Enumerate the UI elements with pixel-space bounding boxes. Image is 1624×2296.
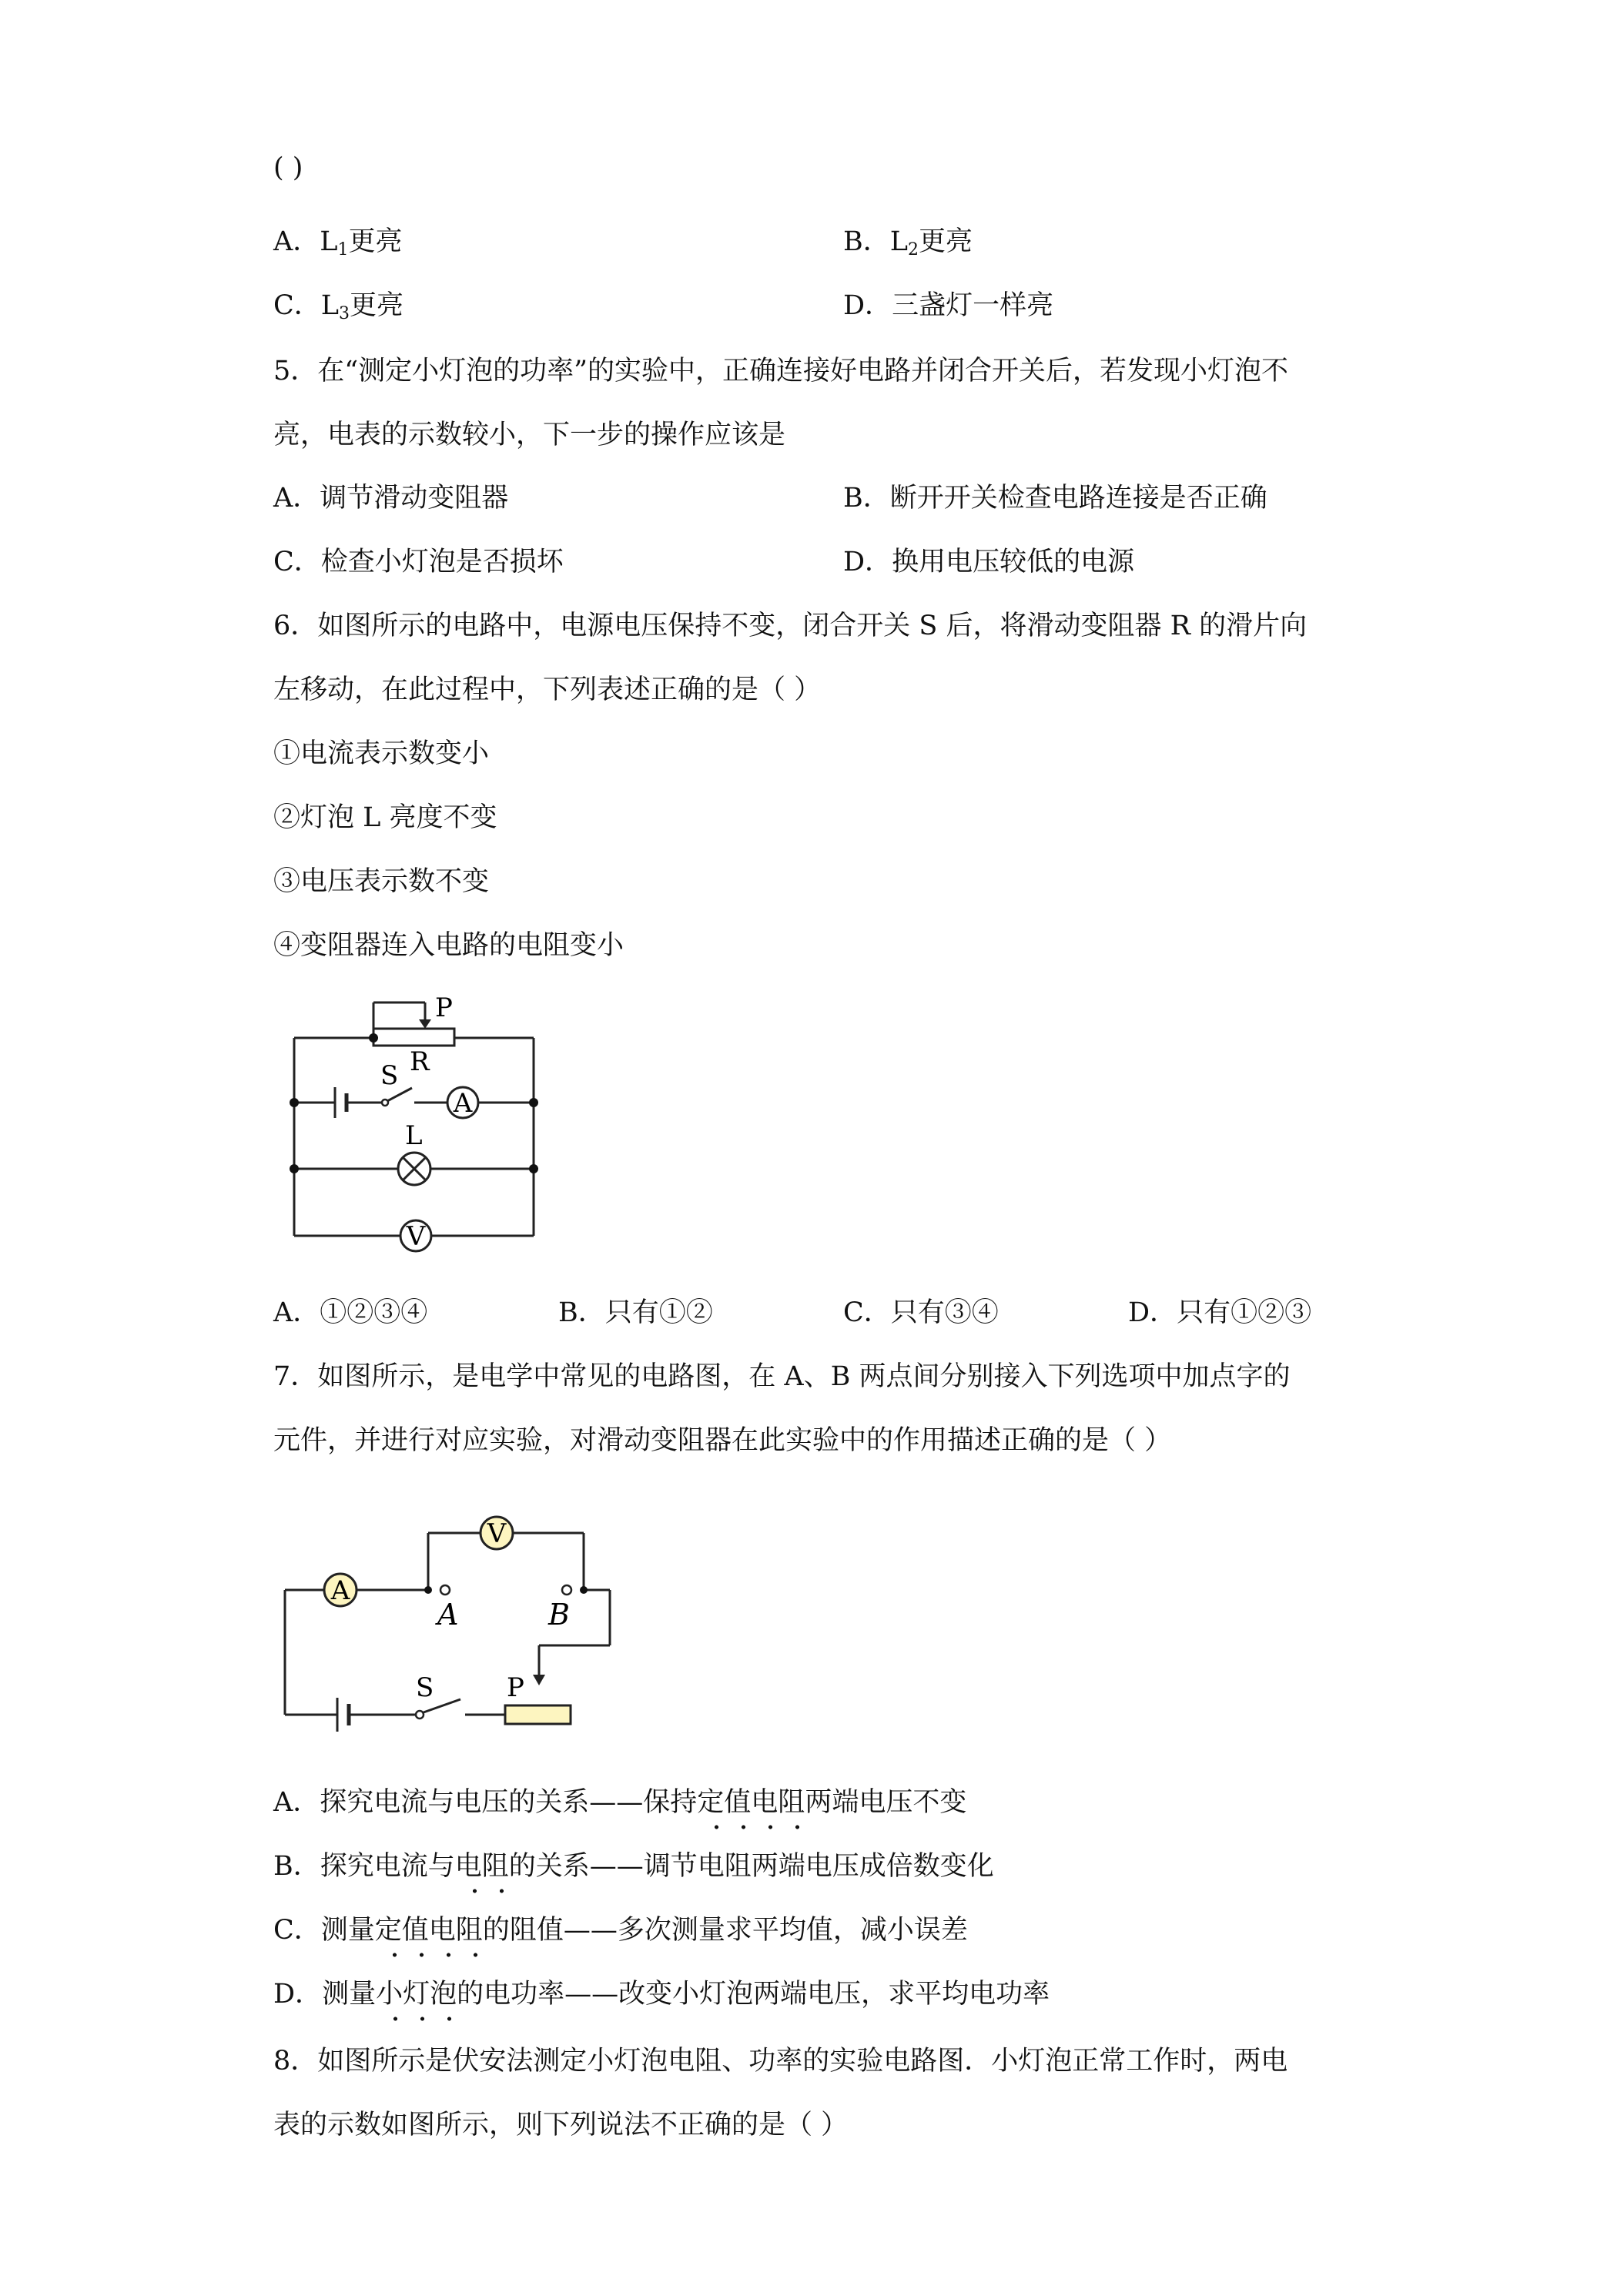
q6-stem-line2: 左移动，在此过程中，下列表述正确的是（ ） — [273, 674, 822, 705]
q7-circuit-diagram — [277, 1498, 624, 1744]
q4-option-b: B．$L_2$更亮 — [843, 226, 973, 259]
q7-voltmeter-label: V — [487, 1518, 507, 1549]
q7-option-c-dotted: 定值电阻 — [374, 1915, 483, 1946]
q4-option-c: C．$L_3$更亮 — [273, 290, 404, 323]
q5-option-a: A．调节滑动变阻器 — [273, 483, 509, 514]
q8-stem-line2: 表的示数如图所示，则下列说法不正确的是（ ） — [273, 2110, 849, 2140]
q4-answer-blank: ( ) — [273, 152, 303, 183]
q6-option-a: A．①②③④ — [273, 1297, 428, 1328]
q6-option-d: D．只有①②③ — [1128, 1297, 1312, 1328]
q4-option-a: A．$L_1$更亮 — [273, 226, 403, 259]
q5-stem-line1: 5．在“测定小灯泡的功率”的实验中，正确连接好电路并闭合开关后，若发现小灯泡不 — [273, 356, 1289, 387]
q7-option-a: A．探究电流与电压的关系——保持定值电阻两端电压不变 — [273, 1787, 967, 1818]
q7-switch-label: S — [416, 1672, 434, 1703]
q7-option-b: B．探究电流与电阻的关系——调节电阻两端电压成倍数变化 — [273, 1851, 994, 1882]
q6-option-c: C．只有③④ — [843, 1297, 999, 1328]
q7-stem-line2: 元件，并进行对应实验，对滑动变阻器在此实验中的作用描述正确的是（ ） — [273, 1425, 1172, 1456]
q5-option-b: B．断开开关检查电路连接是否正确 — [843, 483, 1267, 514]
q6-switch-label: S — [380, 1060, 399, 1091]
q6-statement-2: ②灯泡 L 亮度不变 — [273, 802, 497, 833]
q6-statement-4: ④变阻器连入电路的电阻变小 — [273, 930, 624, 961]
q6-statement-1: ①电流表示数变小 — [273, 738, 490, 769]
q4-option-d: D．三盏灯一样亮 — [843, 290, 1054, 321]
q7-option-d-dotted: 小灯泡 — [376, 1979, 457, 2010]
q5-option-c: C．检查小灯泡是否损坏 — [273, 547, 564, 577]
q7-point-a-label: A — [437, 1598, 459, 1632]
q6-rheostat-label: R — [410, 1046, 430, 1077]
q7-slider-label: P — [507, 1672, 524, 1703]
q7-stem-line1: 7．如图所示，是电学中常见的电路图，在 A、B 两点间分别接入下列选项中加点字的 — [273, 1361, 1291, 1392]
q6-statement-3: ③电压表示数不变 — [273, 866, 490, 897]
q6-option-b: B．只有①② — [558, 1297, 713, 1328]
q7-point-b-label: B — [548, 1598, 570, 1632]
q7-option-a-dotted: 定值电阻 — [697, 1787, 805, 1818]
q6-circuit-diagram — [285, 993, 554, 1270]
q7-option-c: C．测量定值电阻的阻值——多次测量求平均值，减小误差 — [273, 1915, 968, 1946]
q6-ammeter-label: A — [453, 1088, 473, 1119]
q6-lamp-label: L — [405, 1120, 423, 1151]
q7-option-b-dotted: 电阻 — [454, 1851, 509, 1882]
q5-stem-line2: 亮，电表的示数较小，下一步的操作应该是 — [273, 420, 786, 450]
q5-option-d: D．换用电压较低的电源 — [843, 547, 1135, 577]
q6-stem-line1: 6．如图所示的电路中，电源电压保持不变，闭合开关 S 后，将滑动变阻器 R 的滑片向 — [273, 611, 1308, 641]
q7-ammeter-label: A — [330, 1575, 350, 1606]
q6-slider-label: P — [435, 993, 453, 1023]
q7-option-d: D．测量小灯泡的电功率——改变小灯泡两端电压，求平均电功率 — [273, 1979, 1050, 2010]
q6-voltmeter-label: V — [406, 1221, 426, 1252]
q8-stem-line1: 8．如图所示是伏安法测定小灯泡电阻、功率的实验电路图．小灯泡正常工作时，两电 — [273, 2046, 1288, 2077]
